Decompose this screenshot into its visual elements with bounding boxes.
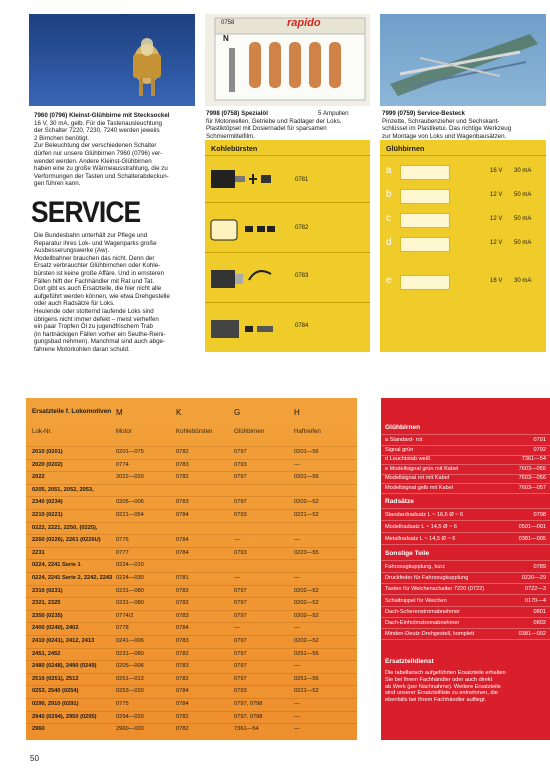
table-cell: 2940 (0294), 2950 (0295) xyxy=(32,713,97,720)
table-row xyxy=(26,597,357,609)
table-cell: — xyxy=(294,726,300,733)
table-cell: 2400 (0240), 2402 xyxy=(32,625,79,632)
table-cell: 0224, 2241 Serie 2, 2242, 2243 xyxy=(32,575,113,581)
table-row xyxy=(26,559,357,571)
red-row-value: 7603—057 xyxy=(518,484,546,491)
red-row-value: 7603—055 xyxy=(518,465,546,472)
table-cell: 0223—55 xyxy=(294,549,319,556)
red-row-label: d Leuchtstab weiß xyxy=(385,456,431,462)
table-cell: 0783 xyxy=(176,638,189,644)
table-row xyxy=(26,484,357,496)
tools-illustration xyxy=(380,14,546,106)
table-cell: 0777 xyxy=(116,549,129,556)
tools-caption: 7999 (0759) Service-Besteck Pinzette, Schraubenzieher und Sechskant- schlüssel im Plastiketui. Das richtige Werkzeug zur Montage von Loks und Wagenbausätzen. xyxy=(382,110,548,140)
table-cell: 0224—030 xyxy=(116,575,144,581)
red-row-label: Modellsignal gelb mit Kabel xyxy=(385,484,454,491)
bulb-row-b: b 12 V 50 mA xyxy=(380,184,546,210)
table-row xyxy=(26,635,357,647)
table-cell: 0775 xyxy=(116,701,129,707)
table-cell: 0797 xyxy=(234,663,247,670)
table-cell: 0205—006 xyxy=(116,499,144,506)
table-cell: 0797 xyxy=(234,612,247,619)
table-cell: 2022—020 xyxy=(116,474,144,481)
table-cell: 7361—54 xyxy=(234,726,259,733)
table-row xyxy=(26,673,357,685)
red-row-label: Minden-Deutz-Drehgestell, komplett xyxy=(385,631,475,638)
table-cell: 0253, 2540 (0254) xyxy=(32,688,79,695)
table-cell: 0774 xyxy=(116,461,129,468)
brush-0782: 0782 xyxy=(295,225,309,231)
red-row-value: 0789 xyxy=(533,564,546,570)
table-cell: 2350 (0235) xyxy=(32,612,63,619)
service-body: Die Bundesbahn unterhält zur Pflege und Reparatur ihres Lok- und Wagenparks große Ausbesserungswerke (Aw). Modellbahner brauchen das nicht. Denn der Ersatz verbrauchter Glühbirnchen oder Kohle- bürsten ist keine große Affäre. Und in ernsteren Fällen hilft der Fachhändler mit Rat und Tat. Dort gibt es auch Ersatzteile, die hier nicht alle aufgeführt werden können, wie etwa Drehgestelle oder auch Radsätze für Loks. Heulende oder stotternd laufende Loks sind übrigens nicht immer defekt – meist verhelfen ein paar Tropfen Öl zu jugendfrischem Trab (in hartnäckigen Fällen vorher ein Seuthe-Reini- gungsbad nehmen). Manchmal sind auch abge- fahrene Motorkohlen daran schuld. xyxy=(34,232,170,353)
table-cell: 0782 xyxy=(176,650,189,657)
table-row xyxy=(26,496,357,508)
table-cell: 0231—080 xyxy=(116,650,144,657)
ersatzteile-table xyxy=(26,398,357,740)
letter-k: K xyxy=(176,408,182,417)
table-cell: 0793 xyxy=(234,549,247,556)
table-row xyxy=(26,622,357,634)
table-row xyxy=(26,723,357,735)
brush-0784: 0784 xyxy=(295,323,309,329)
red-row-value: 0170—4 xyxy=(524,597,546,604)
kohlebuersten-panel xyxy=(205,140,370,352)
red-gluehbirnen-title: Glühbirnen xyxy=(385,424,421,431)
table-cell: 0776 xyxy=(116,537,129,544)
table-cell: 0201—075 xyxy=(116,449,144,455)
table-cell: — xyxy=(294,701,300,707)
gluehbirnen-title: Glühbirnen xyxy=(386,144,425,153)
red-row-value: 7603—056 xyxy=(518,475,546,481)
radsaetze-title: Radsätze xyxy=(385,498,414,505)
table-row xyxy=(26,471,357,483)
service-heading: SERVICE xyxy=(31,196,141,229)
table-cell: 0784 xyxy=(176,549,189,556)
red-row-label: Modellsignal rot mit Kabel xyxy=(385,475,450,481)
red-row-label: a Standard- rot xyxy=(385,437,423,443)
table-cell: 0797 xyxy=(234,499,247,506)
table-cell: — xyxy=(234,537,240,544)
table-cell: 0782 xyxy=(176,713,189,720)
table-cell: — xyxy=(234,575,240,581)
ersatzteildienst-title: Ersatzteildienst xyxy=(385,658,434,665)
red-row-value: 0220—29 xyxy=(521,575,546,582)
letter-m: M xyxy=(116,408,123,417)
table-cell: 2960—020 xyxy=(116,726,144,733)
red-row-value: 0802 xyxy=(533,620,546,626)
table-cell: 2340 (0234) xyxy=(32,499,63,506)
table-cell: 0202—52 xyxy=(294,638,319,644)
table-cell: 0784 xyxy=(176,688,189,695)
table-row xyxy=(26,685,357,697)
red-row-value: 0791 xyxy=(533,437,546,443)
table-cell: 0784 xyxy=(176,701,189,707)
red-row-label: Dach-Einholmstromabnehmer xyxy=(385,620,460,626)
table-cell: 0793 xyxy=(234,688,247,695)
oil-caption: 7998 (0758) Spezialöl 5 Ampullen für Motorwellen, Getriebe und Radlager der Loks. Plastiktöpsel mit Dosiernadel für sparsamen Schmiermittelfilm. xyxy=(206,110,349,140)
table-cell: 2010 (0201) xyxy=(32,449,63,455)
table-cell: 0784 xyxy=(176,537,189,544)
col-gluehbirnen: Glühbirnen xyxy=(234,428,265,435)
table-cell: 0784 xyxy=(176,512,189,518)
table-cell: 0205, 2051, 2052, 2053, xyxy=(32,486,94,493)
table-cell: 2960 xyxy=(32,726,45,733)
table-row xyxy=(26,509,357,521)
table-cell: — xyxy=(294,713,300,720)
table-cell: 0253—020 xyxy=(116,688,144,695)
bulb-row-c: c 12 V 50 mA xyxy=(380,208,546,234)
table-row xyxy=(26,547,357,559)
tools-caption-title: 7999 (0759) Service-Besteck xyxy=(382,110,465,117)
table-cell: 0205—006 xyxy=(116,663,144,670)
red-row-label: Signal grün xyxy=(385,446,414,453)
table-cell: 0202—52 xyxy=(294,499,319,506)
red-row-value: 0381—005 xyxy=(518,536,546,542)
table-row xyxy=(26,585,357,597)
table-cell: 2310 (0231) xyxy=(32,587,63,594)
table-cell: 0221—054 xyxy=(116,512,144,518)
red-row-value: 0501—001 xyxy=(518,524,546,530)
table-cell: 0202—52 xyxy=(294,600,319,607)
table-row xyxy=(26,459,357,471)
table-row xyxy=(26,446,357,458)
table-cell: 0783 xyxy=(176,499,189,506)
red-row-value: 0722—3 xyxy=(524,586,546,593)
table-cell: 0797, 0798 xyxy=(234,701,263,707)
table-cell: 0781 xyxy=(176,575,189,581)
table-row xyxy=(26,534,357,546)
bulb-row-e: e 16 V 30 mA xyxy=(380,270,546,296)
red-row-value: 7361—54 xyxy=(521,456,546,462)
table-cell: 0782 xyxy=(176,600,189,607)
table-cell: — xyxy=(294,461,300,468)
red-row-value: 0792 xyxy=(533,446,546,453)
table-cell: — xyxy=(234,625,240,632)
col-loknr: Lok-Nr. xyxy=(32,428,52,435)
red-row-value: 0798 xyxy=(533,512,546,518)
oil-label-brand: rapido xyxy=(287,17,321,29)
col-haftreifen: Haftreifen xyxy=(294,428,321,435)
table-row xyxy=(26,610,357,622)
table-cell: 0782 xyxy=(176,474,189,481)
table-cell: 0202—52 xyxy=(294,612,319,619)
oil-caption-title: 7998 (0758) Spezialöl xyxy=(206,110,268,117)
table-cell: 2260 (0226), 2261 (0226U) xyxy=(32,537,101,544)
red-panel xyxy=(381,398,550,740)
brush-illustrations xyxy=(209,162,279,347)
table-cell: 0797 xyxy=(234,449,247,455)
table-cell: 0290, 2910 (0291) xyxy=(32,701,79,707)
table-cell: 0251—56 xyxy=(294,650,319,657)
table-cell: 2321, 2325 xyxy=(32,600,61,607)
bulb-illustration xyxy=(29,14,195,106)
red-row-value: 0801 xyxy=(533,608,546,615)
bulb-row-a: a 16 V 30 mA xyxy=(380,160,546,186)
brush-0783: 0783 xyxy=(295,273,309,279)
table-cell: 0201—56 xyxy=(294,449,319,455)
table-cell: 0783 xyxy=(176,663,189,670)
red-row-label: Schaltnippel für Weichen xyxy=(385,597,447,604)
table-row xyxy=(26,522,357,534)
table-cell: 0797 xyxy=(234,650,247,657)
page-number: 50 xyxy=(30,754,39,763)
red-row-label: Dach-Scherenstromabnehmer xyxy=(385,608,460,615)
col-motor: Motor xyxy=(116,428,132,435)
table-cell: 0224—010 xyxy=(116,562,144,569)
letter-h: H xyxy=(294,408,300,417)
table-cell: 0774/2 xyxy=(116,612,134,619)
kohlebuersten-title: Kohlebürsten xyxy=(211,144,258,153)
table-cell: 2480 (0248), 2490 (0249) xyxy=(32,663,97,670)
table-row xyxy=(26,648,357,660)
table-cell: 2410 (0241), 2412, 2413 xyxy=(32,638,95,644)
tools-photo xyxy=(380,14,546,106)
table-cell: 0202—52 xyxy=(294,587,319,594)
table-row xyxy=(26,660,357,672)
col-kohle: Kohlebürsten xyxy=(176,428,213,435)
table-cell: 2510 (0251), 2512 xyxy=(32,675,79,682)
table-cell: 0797 xyxy=(234,587,247,594)
table-cell: 0784 xyxy=(176,625,189,632)
red-row-label: Modellradsatz L ~ 14,5 Ø ~ 6 xyxy=(385,524,457,530)
table-cell: 0782 xyxy=(176,675,189,682)
table-cell: 0793 xyxy=(234,512,247,518)
table-cell: — xyxy=(294,575,300,581)
bulb-caption-title: 7960 (0796) Kleinst-Glühbirne mit Stecksockel xyxy=(34,112,170,119)
ersatzteildienst-text: Die tabellarisch aufgeführten Ersatzteile erhalten Sie bei Ihrem Fachhändler oder auch direkt ab Werk (per Nachnahme). Weitere Ersatzteile sind unserer Ersatzteilliste zu entnehmen, die ebenfalls bei Ihrem Fachhändler aufliegt. xyxy=(385,670,506,704)
table-cell: 0224, 2241 Serie 1 xyxy=(32,562,81,569)
letter-g: G xyxy=(234,408,241,417)
red-row-label: e Modellsignal grün mit Kabel xyxy=(385,465,459,472)
table-cell: 0201—56 xyxy=(294,474,319,481)
table-cell: 0797 xyxy=(234,600,247,607)
table-cell: 2020 (0202) xyxy=(32,461,63,468)
table-cell: 0231—080 xyxy=(116,600,144,607)
bulb-photo xyxy=(29,14,195,106)
table-cell: 0241—006 xyxy=(116,638,144,644)
table-cell: 0221—52 xyxy=(294,512,319,518)
bulb-caption: 7960 (0796) Kleinst-Glühbirne mit Stecksockel 16 V, 30 mA, gelb. Für die Tastenausleuchtung der Schalter 7220, 7230, 7240 werden jeweils 2 Birnchen benötigt. Zur Beleuchtung der verschiedenen Schalter dürfen nur unsere Glühbirnen 7960 (0796) ver- wendet werden. Andere Kleinst-Glühbirnen haben eine zu große Wärmeausstrahlung, die zu Verformungen der Tasten und Schalterabdeckun- gen führen kann. xyxy=(34,112,204,188)
table-cell: 0782 xyxy=(176,587,189,594)
table-cell: 0251—56 xyxy=(294,675,319,682)
table-cell: — xyxy=(294,663,300,670)
oil-photo xyxy=(205,14,370,106)
table-cell: 0782 xyxy=(176,449,189,455)
table-row xyxy=(26,572,357,584)
table-cell: 2210 (0221) xyxy=(32,512,63,518)
sonstige-title: Sonstige Teile xyxy=(385,550,430,557)
table-cell: 0221—52 xyxy=(294,688,319,695)
oil-label-number: 0758 xyxy=(221,20,235,26)
table-cell: 0783 xyxy=(176,612,189,619)
red-row-label: Tasten für Weichenschalter 7220 (0722) xyxy=(385,586,485,593)
red-row-label: Druckfeder für Fahrzeugkupplung xyxy=(385,575,469,582)
table-cell: 0294—020 xyxy=(116,713,144,720)
red-row-label: Metallradsatz L ~ 14,5 Ø ~ 6 xyxy=(385,536,456,542)
table-cell: — xyxy=(294,537,300,544)
table-row xyxy=(26,711,357,723)
table-row xyxy=(26,698,357,710)
table-cell: 0783 xyxy=(176,461,189,468)
red-row-label: Standardradsatz L ~ 16,6 Ø ~ 6 xyxy=(385,512,464,518)
brush-0781: 0781 xyxy=(295,177,309,183)
table-cell: 2451, 2452 xyxy=(32,650,61,657)
table-cell: — xyxy=(294,625,300,632)
table-cell: 0222, 2221, 2250, (0225), xyxy=(32,524,98,531)
table-cell: 2022 xyxy=(32,474,45,481)
table-cell: 2231 xyxy=(32,549,45,556)
bulb-row-d: d 12 V 50 mA xyxy=(380,232,546,258)
table-cell: 0797 xyxy=(234,474,247,481)
table-cell: 0797 xyxy=(234,675,247,682)
oil-label-n: N xyxy=(223,34,229,43)
red-row-label: Fahrzeugkupplung, kurz xyxy=(385,564,446,570)
table-cell: 0797 xyxy=(234,638,247,644)
oil-caption-extra: 5 Ampullen xyxy=(318,110,349,117)
table-cell: 0778 xyxy=(116,625,129,632)
table-cell: 0782 xyxy=(176,726,189,733)
red-row-value: 0381—002 xyxy=(518,631,546,638)
table-cell: 0793 xyxy=(234,461,247,468)
table-cell: 0797, 0798 xyxy=(234,713,263,720)
ersatzteile-title: Ersatzteile f. Lokomotiven xyxy=(32,408,112,415)
table-cell: 0251—013 xyxy=(116,675,144,682)
gluehbirnen-panel xyxy=(380,140,546,352)
table-cell: 0231—080 xyxy=(116,587,144,594)
